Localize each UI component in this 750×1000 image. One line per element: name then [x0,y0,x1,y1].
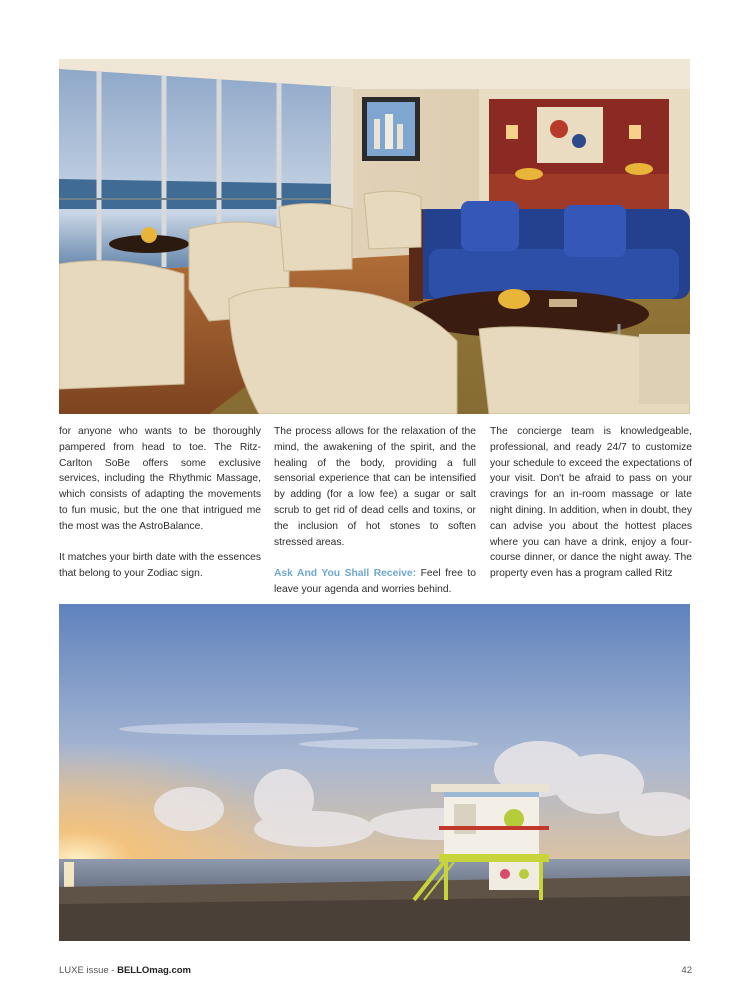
footer-issue [59,965,191,976]
beach-lifeguard-tower-photo [59,604,690,941]
column2-paragraph-2: Ask And You Shall Receive: Feel free to leave your agenda and worries behind. [274,568,476,595]
text-column-1 [59,424,261,596]
text-column-2 [274,424,476,596]
hotel-lounge-photo [59,59,690,414]
section-subhead: Ask And You Shall Receive [274,568,413,580]
column2-paragraph-1: The process allows for the relaxation of the mind, the awakening of the spirit, and the healing of the body, providing a full sensorial experience that can be intensified by adding (for a low fee) a sugar or salt scrub to get rid of dead cells and toxins, or the inclusion of hot stones to soften stressed areas. [274,426,476,548]
column1-paragraph-2: It matches your birth date with the essences that belong to your Zodiac sign. [59,552,261,580]
footer-site: BELLOmag.com [117,965,191,976]
column1-paragraph-1: for anyone who wants to be thoroughly pampered from head to toe. The Ritz-Carlton SoBe offers some exclusive services, including the Rhythmic Massage, which consists of adapting the movements to fun music, but the one that intrigued me the most was the AstroBalance. [59,426,261,532]
text-column-3 [490,424,692,596]
column2-paragraph-2-text: Feel free to leave your agenda and worries behind. [274,568,476,595]
footer-issue-label: LUXE issue - [59,965,118,976]
page-number: 42 [681,965,692,976]
column3-paragraph-1: The concierge team is knowledgeable, professional, and ready 24/7 to customize your schedule to exceed the expectations of your visit. Don't be afraid to pass on your cravings for an in-room massage or late night dining. In addition, when in doubt, they can advise you about the hottest places where you can have a drink, enjoy a four-course dinner, or dance the night away. The property even has a program called Ritz [490,426,692,580]
